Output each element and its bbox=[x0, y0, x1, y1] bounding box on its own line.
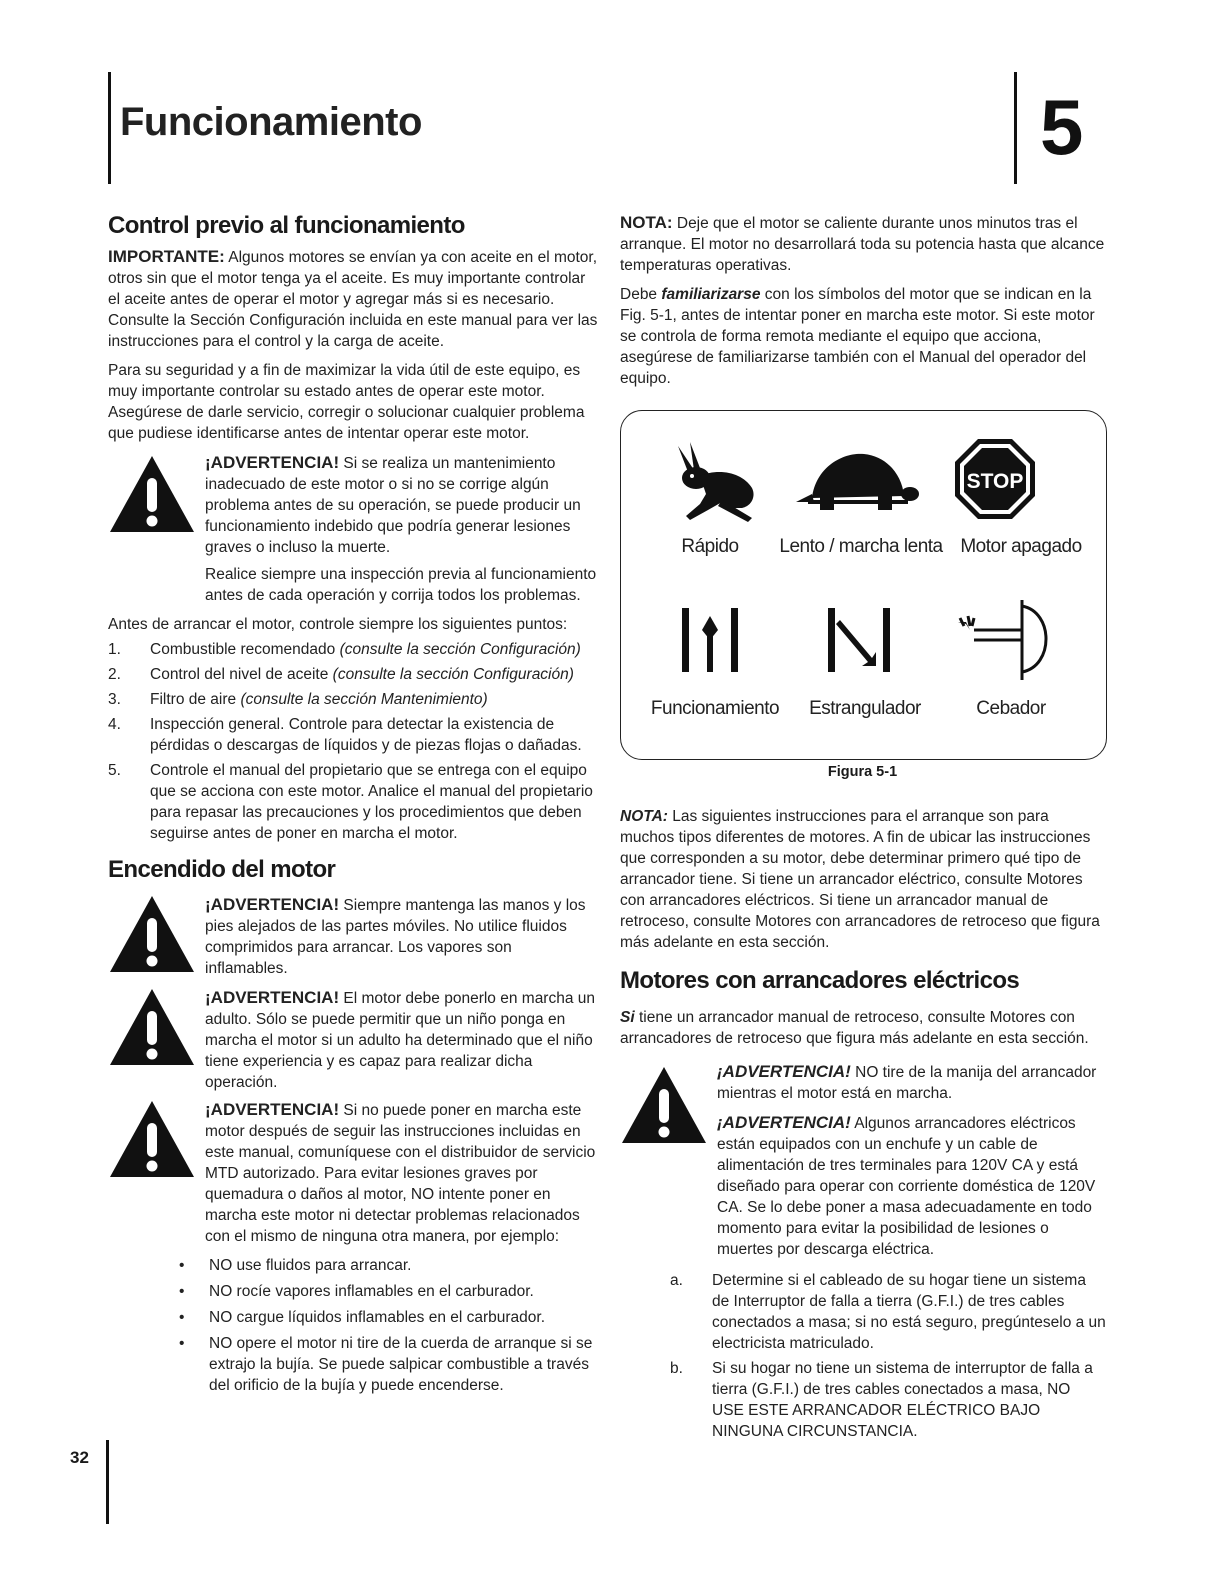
warning-label: ¡ADVERTENCIA! bbox=[717, 1113, 851, 1132]
warning-block-2 bbox=[108, 894, 598, 979]
page-number: 32 bbox=[70, 1448, 89, 1467]
warning-block-3 bbox=[108, 987, 598, 1093]
warning-triangle-icon bbox=[108, 894, 196, 974]
turtle-icon bbox=[792, 446, 920, 516]
warning-block-5 bbox=[620, 1061, 1106, 1260]
warning-text: Si no puede poner en marcha este motor después de seguir las instrucciones incluidas en este manual, comuníquese con el distribuidor de servicio MTD autorizado. Para evitar lesiones graves por quemadura o daños al motor, NO intente poner en marcha este motor ni detectar problemas relacionados con el mismo de ninguna otra manera, por ejemplo: bbox=[205, 1102, 596, 1245]
warning-text: NO tire de la manija del arrancador mientras el motor está en marcha. bbox=[717, 1064, 1097, 1102]
primer-icon bbox=[954, 596, 1050, 682]
warning-label: ¡ADVERTENCIA! bbox=[205, 895, 340, 914]
figure-label-funcionamiento: Funcionamiento bbox=[650, 698, 780, 719]
section-title-arrancadores: Motores con arrancadores eléctricos bbox=[620, 967, 1020, 994]
warning-block-1 bbox=[108, 452, 598, 606]
safety-paragraph: Para su seguridad y a fin de maximizar la vida útil de este equipo, es muy importante controlar su estado antes de operar este motor. Asegúrese de darle servicio, corregir o solucionar cualquier problema que pudiese identificarse antes de intentar operar este motor. bbox=[108, 362, 585, 442]
list-item: • NO use fluidos para arrancar. bbox=[179, 1257, 412, 1274]
list-item: 2. Control del nivel de aceite (consulte la sección Configuración) bbox=[108, 666, 574, 683]
list-item: 1. Combustible recomendado (consulte la sección Configuración) bbox=[108, 641, 581, 658]
checklist bbox=[108, 639, 598, 844]
nota-label: NOTA: bbox=[620, 213, 673, 232]
list-item: b. Si su hogar no tiene un sistema de interruptor de falla a tierra (G.F.I.) de tres cables conectados a masa, NO USE ESTE ARRANCADOR ELÉCTRICO BAJO NINGUNA CIRCUNSTANCIA. bbox=[670, 1360, 1093, 1440]
warning-text: Algunos arrancadores eléctricos están equipados con un enchufe y un cable de alimentación de tres terminales para 120V CA y está diseñado para operar con corriente doméstica de 120V CA. Se lo debe poner a masa adecuadamente en todo momento para evitar la posibilidad de lesiones o muertes por descarga eléctrica. bbox=[717, 1115, 1096, 1258]
warning-triangle-icon bbox=[108, 1099, 196, 1179]
nota-text: Las siguientes instrucciones para el arranque son para muchos tipos diferentes de motores. A fin de ubicar las instrucciones que corresponden a su motor, debe determinar primero qué tipo de arrancador tiene. Si tiene un arrancador eléctrico, consulte Motores con arrancadores eléctricos. Si tiene un arrancador manual de retroceso, consulte Motores con arrancadores de retroceso que figura más adelante en esta sección. bbox=[620, 808, 1100, 951]
chapter-number: 5 bbox=[1040, 83, 1084, 171]
warning-triangle-icon bbox=[108, 454, 196, 534]
section-title-encendido: Encendido del motor bbox=[108, 856, 336, 883]
right-column-top bbox=[620, 212, 1106, 389]
nota-label: NOTA: bbox=[620, 808, 668, 825]
figure-label-estrangulador: Estrangulador bbox=[809, 698, 921, 719]
warning-label: ¡ADVERTENCIA! bbox=[205, 453, 340, 472]
warning-block-4 bbox=[108, 1099, 598, 1396]
footer-rule bbox=[106, 1440, 109, 1524]
list-item: 3. Filtro de aire (consulte la sección Mantenimiento) bbox=[108, 691, 488, 708]
importante-paragraph bbox=[108, 246, 598, 352]
warning-triangle-icon bbox=[108, 987, 196, 1067]
right-column-bottom bbox=[620, 806, 1106, 1446]
list-item: • NO cargue líquidos inflamables en el carburador. bbox=[179, 1309, 546, 1326]
warning-text: Siempre mantenga las manos y los pies alejados de las partes móviles. No utilice fluidos comprimidos para arrancar. Los vapores son inflamables. bbox=[205, 897, 586, 977]
header-rule-right bbox=[1014, 72, 1017, 184]
figure-label-lento: Lento / marcha lenta bbox=[779, 536, 943, 557]
list-item: • NO rocíe vapores inflamables en el carburador. bbox=[179, 1283, 534, 1300]
header-rule-left bbox=[108, 72, 111, 184]
familiarize-paragraph: Debe familiarizarse con los símbolos del motor que se indican en la Fig. 5-1, antes de intentar poner en marcha este motor. Si este motor se controla de forma remota mediante el equipo que acciona, asegúrese de familiarizarse también con el Manual del operador del equipo. bbox=[620, 286, 1095, 387]
warning-text: El motor debe ponerlo en marcha un adulto. Sólo se puede permitir que un niño ponga en marcha el motor si un adulto ha determinado que el niño tiene experiencia y es capaz para realizar dicha operación. bbox=[205, 990, 596, 1091]
stop-sign-icon bbox=[954, 438, 1036, 520]
warning-triangle-icon bbox=[620, 1065, 708, 1145]
checklist-intro: Antes de arrancar el motor, controle siempre los siguientes puntos: bbox=[108, 616, 568, 633]
figure-label-motor-apagado: Motor apagado bbox=[960, 536, 1082, 557]
chapter-title: Funcionamiento bbox=[120, 100, 422, 144]
list-item: 5. Controle el manual del propietario que se entrega con el equipo que se acciona con este motor. Analice el manual del propietario para repasar las precauciones y los procedimientos que deben seguirse antes de poner en marcha el motor. bbox=[108, 762, 593, 842]
figure-caption: Figura 5-1 bbox=[827, 764, 898, 780]
steps-list bbox=[670, 1270, 1106, 1442]
warning-text: Si se realiza un mantenimiento inadecuado de este motor o si no se corrige algún problema antes de su operación, se puede producir un funcionamiento indebido que podría generar lesiones graves o incluso la muerte. bbox=[205, 455, 581, 556]
prohibited-list bbox=[179, 1255, 598, 1396]
list-item: 4. Inspección general. Controle para detectar la existencia de pérdidas o descargas de líquidos y de piezas flojas o dañadas. bbox=[108, 716, 582, 754]
list-item: a. Determine si el cableado de su hogar tiene un sistema de Interruptor de falla a tierra (G.F.I.) de tres cables conectados a masa; si no está seguro, pregúnteselo a un electricista matriculado. bbox=[670, 1272, 1106, 1352]
section-title-control-previo: Control previo al funcionamiento bbox=[108, 212, 465, 239]
importante-label: IMPORTANTE: bbox=[108, 247, 225, 266]
importante-text: Algunos motores se envían ya con aceite en el motor, otros sin que el motor tenga ya el aceite. Es muy importante controlar el aceite antes de operar el motor y agregar más si es necesario. Consulte la Sección Configuración incluida en este manual para ver las instrucciones para el control y la carga de aceite. bbox=[108, 249, 598, 350]
figure-label-cebador: Cebador bbox=[976, 698, 1046, 719]
left-column bbox=[108, 212, 598, 1401]
list-item: • NO opere el motor ni tire de la cuerda de arranque si se extrajo la bujía. Se puede salpicar combustible a través del orificio de la bujía y puede encenderse. bbox=[179, 1335, 593, 1394]
choke-icon bbox=[826, 606, 892, 674]
warning-text-2: Realice siempre una inspección previa al funcionamiento antes de cada operación y corrija todos los problemas. bbox=[205, 566, 597, 604]
nota-text: Deje que el motor se caliente durante unos minutos tras el arranque. El motor no desarrollará toda su potencia hasta que alcance temperaturas operativas. bbox=[620, 215, 1105, 274]
warning-label: ¡ADVERTENCIA! bbox=[205, 1100, 340, 1119]
run-icon bbox=[680, 606, 740, 674]
stop-sign-text: STOP bbox=[966, 470, 1024, 493]
rabbit-icon bbox=[660, 438, 760, 523]
warning-label: ¡ADVERTENCIA! bbox=[205, 988, 340, 1007]
warning-label: ¡ADVERTENCIA! bbox=[717, 1062, 851, 1081]
figure-label-rapido: Rápido bbox=[681, 536, 739, 557]
si-paragraph: Si tiene un arrancador manual de retroceso, consulte Motores con arrancadores de retroceso que figura más adelante en esta sección. bbox=[620, 1009, 1089, 1047]
